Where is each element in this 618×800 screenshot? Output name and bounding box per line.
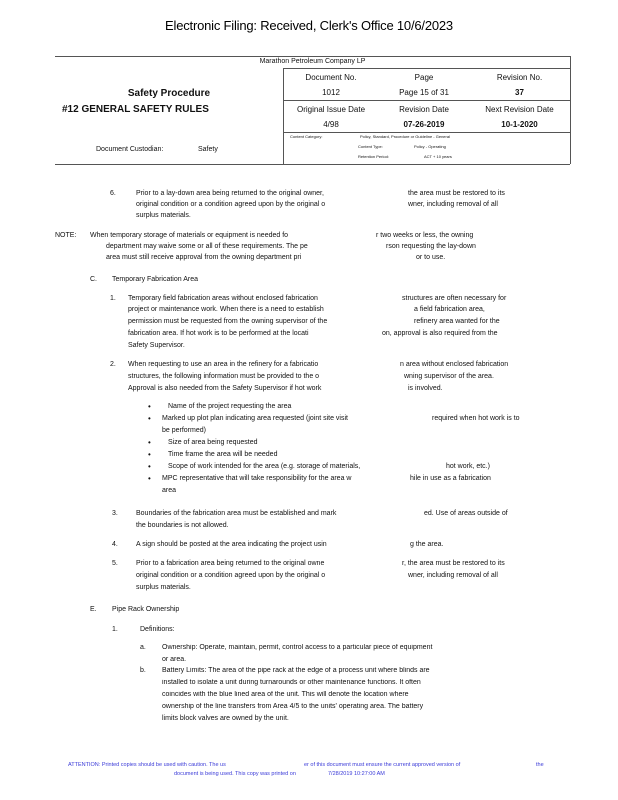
section-title: Pipe Rack Ownership [112,606,180,613]
bullet-icon: • [148,462,151,471]
text-line: rson requesting the lay-down [386,243,476,250]
footer-text: document is being used. This copy was printed on [174,771,296,777]
retention-value: ACT + 10 years [424,154,452,159]
revision-no-label: Revision No. [496,73,543,82]
text-line: surplus materials. [136,212,191,219]
text-line: area must still receive approval from the owning department pri [106,254,302,261]
item-number: 4. [112,541,118,548]
content-type-label: Content Type: [358,144,383,149]
bullet-text: area [162,487,177,494]
next-revision-date-label: Next Revision Date [485,105,554,114]
text-line: Approval is also needed from the Safety Supervisor if hot work [128,385,322,392]
text-line: coincides with the blue lined area of the unit. This will denote the location where [162,691,409,698]
text-line: installed to isolate a unit during turnarounds or other maintenance functions. It often [162,679,421,686]
item-number: 1. [112,626,118,633]
company-name: Marathon Petroleum Company LP [259,58,366,65]
footer-text: er of this document must ensure the current approved version of [304,762,461,768]
item-letter: a. [140,644,146,651]
text-line: r two weeks or less, the owning [376,232,474,239]
section-letter: E. [90,606,97,613]
text-line: Boundaries of the fabrication area must be established and mark [136,510,337,517]
bullet-text: hot work, etc.) [446,463,490,470]
text-line: the boundaries is not allowed. [136,522,229,529]
next-revision-date-value: 10-1-2020 [501,120,538,129]
bullet-icon: • [148,402,151,411]
text-line: project or maintenance work. When there is a need to establish [128,306,324,313]
subsection-title: Definitions: [140,626,175,633]
text-line: r, the area must be restored to its [402,560,505,567]
footer-text: ATTENTION: Printed copies should be used with caution. The us [68,762,226,768]
footer-print-date: 7/28/2019 10:27:00 AM [328,771,385,777]
bullet-icon: • [148,474,151,483]
text-line: or area. [162,656,187,663]
electronic-filing-banner: Electronic Filing: Received, Clerk's Office 10/6/2023 [165,18,453,33]
revision-date-value: 07-26-2019 [403,120,445,129]
item-number: 1. [110,295,116,302]
text-line: structures are often necessary for [402,295,507,302]
section-title: Temporary Fabrication Area [112,276,198,283]
bullet-text: hile in use as a fabrication [410,475,491,482]
text-line: refinery area wanted for the [414,318,500,325]
text-line: the area must be restored to its [408,190,505,197]
bullet-text: be performed) [162,427,206,434]
text-line: When requesting to use an area in the refinery for a fabricatio [128,361,319,368]
item-number: 2. [110,361,116,368]
page-label: Page [414,73,434,82]
procedure-label: Safety Procedure [127,88,211,99]
text-line: Temporary field fabrication areas without enclosed fabrication [128,295,318,302]
text-line: fabrication area. If hot work is to be performed at the locati [128,330,309,337]
definition-ownership: Ownership: Operate, maintain, permit, control access to a particular piece of equipment [162,644,433,651]
item-number: 3. [112,510,118,517]
text-line: or to use. [416,254,446,261]
text-line: Prior to a lay-down area being returned to the original owner, [136,190,324,197]
custodian-value: Safety [198,146,218,153]
retention-label: Retention Period: [358,154,389,159]
note-label: NOTE: [55,232,77,239]
bullet-icon: • [148,450,151,459]
content-category-label: Content Category: [290,134,323,139]
bullet-text: Marked up plot plan indicating area requested (joint site visit [162,415,348,422]
bullet-text: Time frame the area will be needed [168,451,278,458]
text-line: permission must be requested from the owning supervisor of the [128,318,328,325]
procedure-title: #12 GENERAL SAFETY RULES [62,104,209,115]
text-line: original condition or a condition agreed upon by the original o [136,572,326,579]
bullet-icon: • [148,438,151,447]
text-line: structures, the following information must be provided to the o [128,373,320,380]
definition-battery-limits: Battery Limits: The area of the pipe rack at the edge of a process unit where blinds are [162,667,430,674]
bullet-text: Size of area being requested [168,439,258,446]
text-line: Prior to a fabrication area being returned to the original owne [136,560,325,567]
text-line: wner, including removal of all [408,572,498,579]
text-line: limits block valves are owned by the unit. [162,715,289,722]
document-no-value: 1012 [322,88,340,97]
document-no-label: Document No. [305,73,357,82]
text-line: department may waive some or all of these requirements. The pe [106,243,308,250]
text-line: When temporary storage of materials or equipment is needed fo [90,232,289,239]
text-line: ownership of the line transfers from Area 4/5 to the units' operating area. The battery [162,703,424,710]
content-type-value: Policy - Operating [414,144,446,149]
item-number: 6. [110,190,116,197]
original-issue-date-value: 4/98 [323,120,339,129]
text-line: wner, including removal of all [408,201,498,208]
bullet-text: Scope of work intended for the area (e.g. storage of materials, [168,463,361,470]
text-line: ed. Use of areas outside of [424,510,508,517]
bullet-icon: • [148,414,151,423]
item-number: 5. [112,560,118,567]
content-category-value: Policy, Standard, Procedure or Guideline - General [360,134,450,139]
text-line: a field fabrication area, [414,306,485,313]
text-line: is involved. [408,385,443,392]
section-letter: C. [90,276,97,283]
bullet-text: Name of the project requesting the area [168,403,292,410]
text-line: n area without enclosed fabrication [400,361,509,368]
revision-date-label: Revision Date [399,105,449,114]
text-line: surplus materials. [136,584,191,591]
custodian-label: Document Custodian: [96,146,164,153]
text-line: original condition or a condition agreed upon by the original o [136,201,326,208]
item-letter: b. [140,667,146,674]
original-issue-date-label: Original Issue Date [296,105,366,114]
bullet-text: MPC representative that will take responsibility for the area w [162,475,352,482]
text-line: wning supervisor of the area. [404,373,494,380]
footer-text: the [536,762,544,768]
text-line: on, approval is also required from the [382,330,498,337]
text-line: g the area. [410,541,444,548]
bullet-text: required when hot work is to [432,415,520,422]
text-line: Safety Supervisor. [128,342,185,349]
revision-no-value: 37 [515,88,524,97]
page-value: Page 15 of 31 [399,88,449,97]
text-line: A sign should be posted at the area indicating the project usin [136,541,327,548]
